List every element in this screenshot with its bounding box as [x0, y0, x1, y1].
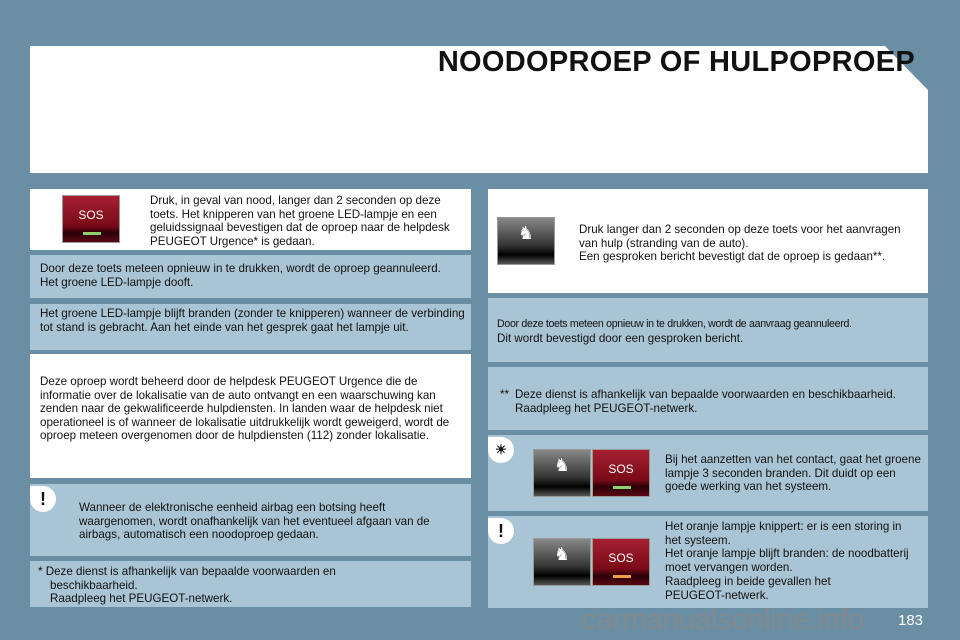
airbag-text: Wanneer de elektronische eenheid airbag een botsing heeft waargenomen, wordt onafhankelijk van het eventueel afgaan van de airbags, automatisch een noodoproep gedaan.: [79, 501, 430, 542]
assist-confirm-text: Een gesproken bericht bevestigt dat de oproep is gedaan**.: [579, 250, 886, 263]
led-text: Het groene LED-lampje blijft branden (zonder te knipperen) wanneer de verbinding tot stand is gebracht. Aan het einde van het gesprek gaat het lampje uit.: [40, 307, 465, 334]
assist-cancel-box: [488, 298, 928, 362]
cancel-text: Door deze toets meteen opnieuw in te drukken, wordt de oproep geannuleerd. Het groene LED-lampje dooft.: [40, 262, 441, 289]
light-icon: ☀: [488, 437, 514, 463]
peugeot-button: ♞: [533, 538, 591, 586]
green-led: [613, 486, 631, 489]
sos-button: SOS: [592, 449, 650, 497]
sos-button: SOS: [62, 195, 120, 243]
footnote-network: Raadpleeg het PEUGEOT-netwerk.: [50, 592, 233, 605]
fault-battery-text: Het oranje lampje blijft branden: de noodbatterij moet vervangen worden.: [665, 547, 909, 574]
led-box: [30, 304, 471, 350]
page-title: NOODOPROEP OF HULPOPROEP: [437, 46, 915, 78]
green-led: [83, 232, 101, 235]
assist-footnote-box: [488, 367, 928, 430]
ignition-box: [488, 435, 928, 511]
fault-box: [488, 516, 928, 608]
orange-led: [613, 575, 631, 578]
cancel-box: [30, 255, 471, 298]
fault-network-text: Raadpleeg in beide gevallen het PEUGEOT-netwerk.: [665, 575, 831, 602]
double-asterisk: **: [500, 388, 510, 401]
assist-box: [488, 189, 928, 293]
helpdesk-text: Deze oproep wordt beheerd door de helpdesk PEUGEOT Urgence die de informatie over de lokalisatie van de auto ontvangt en een waarschuwing kan zenden naar de gekwalificeerde hulpdiensten. In landen waar de helpdesk niet operationeel is of wanneer de lokalisatie uitdrukkelijk wordt geweigerd, wordt de oproep meteen overgenomen door de hulpdiensten (112) zonder lokalisatie.: [40, 375, 450, 443]
sos-press-box: [30, 189, 471, 250]
peugeot-button: ♞: [533, 449, 591, 497]
fault-blink-text: Het oranje lampje knippert: er is een storing in het systeem.: [665, 520, 902, 547]
sos-press-text: Druk, in geval van nood, langer dan 2 seconden op deze toets. Het knipperen van het groene LED-lampje en een geluidssignaal bevestigen dat de oproep naar de helpdesk PEUGEOT Urgence* is gedaan.: [150, 194, 450, 248]
peugeot-assist-button: ♞: [497, 217, 555, 265]
helpdesk-box: [30, 354, 471, 478]
sos-button: SOS: [592, 538, 650, 586]
page-number: 183: [898, 612, 924, 629]
assist-cancel-text: Door deze toets meteen opnieuw in te drukken, wordt de aanvraag geannuleerd.: [497, 318, 852, 330]
assist-footnote-text: Deze dienst is afhankelijk van bepaalde voorwaarden en beschikbaarheid. Raadpleeg het PEUGEOT-netwerk.: [515, 388, 896, 415]
warning-icon: !: [488, 518, 514, 544]
watermark: carmanualsonline.info: [582, 604, 865, 636]
ignition-text: Bij het aanzetten van het contact, gaat het groene lampje 3 seconden branden. Dit duidt op een goede werking van het systeem.: [665, 453, 921, 494]
airbag-box: [30, 484, 471, 556]
assist-cancel-confirm: Dit wordt bevestigd door een gesproken bericht.: [497, 332, 744, 345]
assist-text: Druk langer dan 2 seconden op deze toets voor het aanvragen van hulp (stranding van de auto).: [579, 223, 901, 250]
footnote-text: * Deze dienst is afhankelijk van bepaalde voorwaarden en beschikbaarheid.: [38, 565, 336, 592]
footnote-box: [30, 561, 471, 607]
warning-icon: !: [30, 486, 56, 512]
